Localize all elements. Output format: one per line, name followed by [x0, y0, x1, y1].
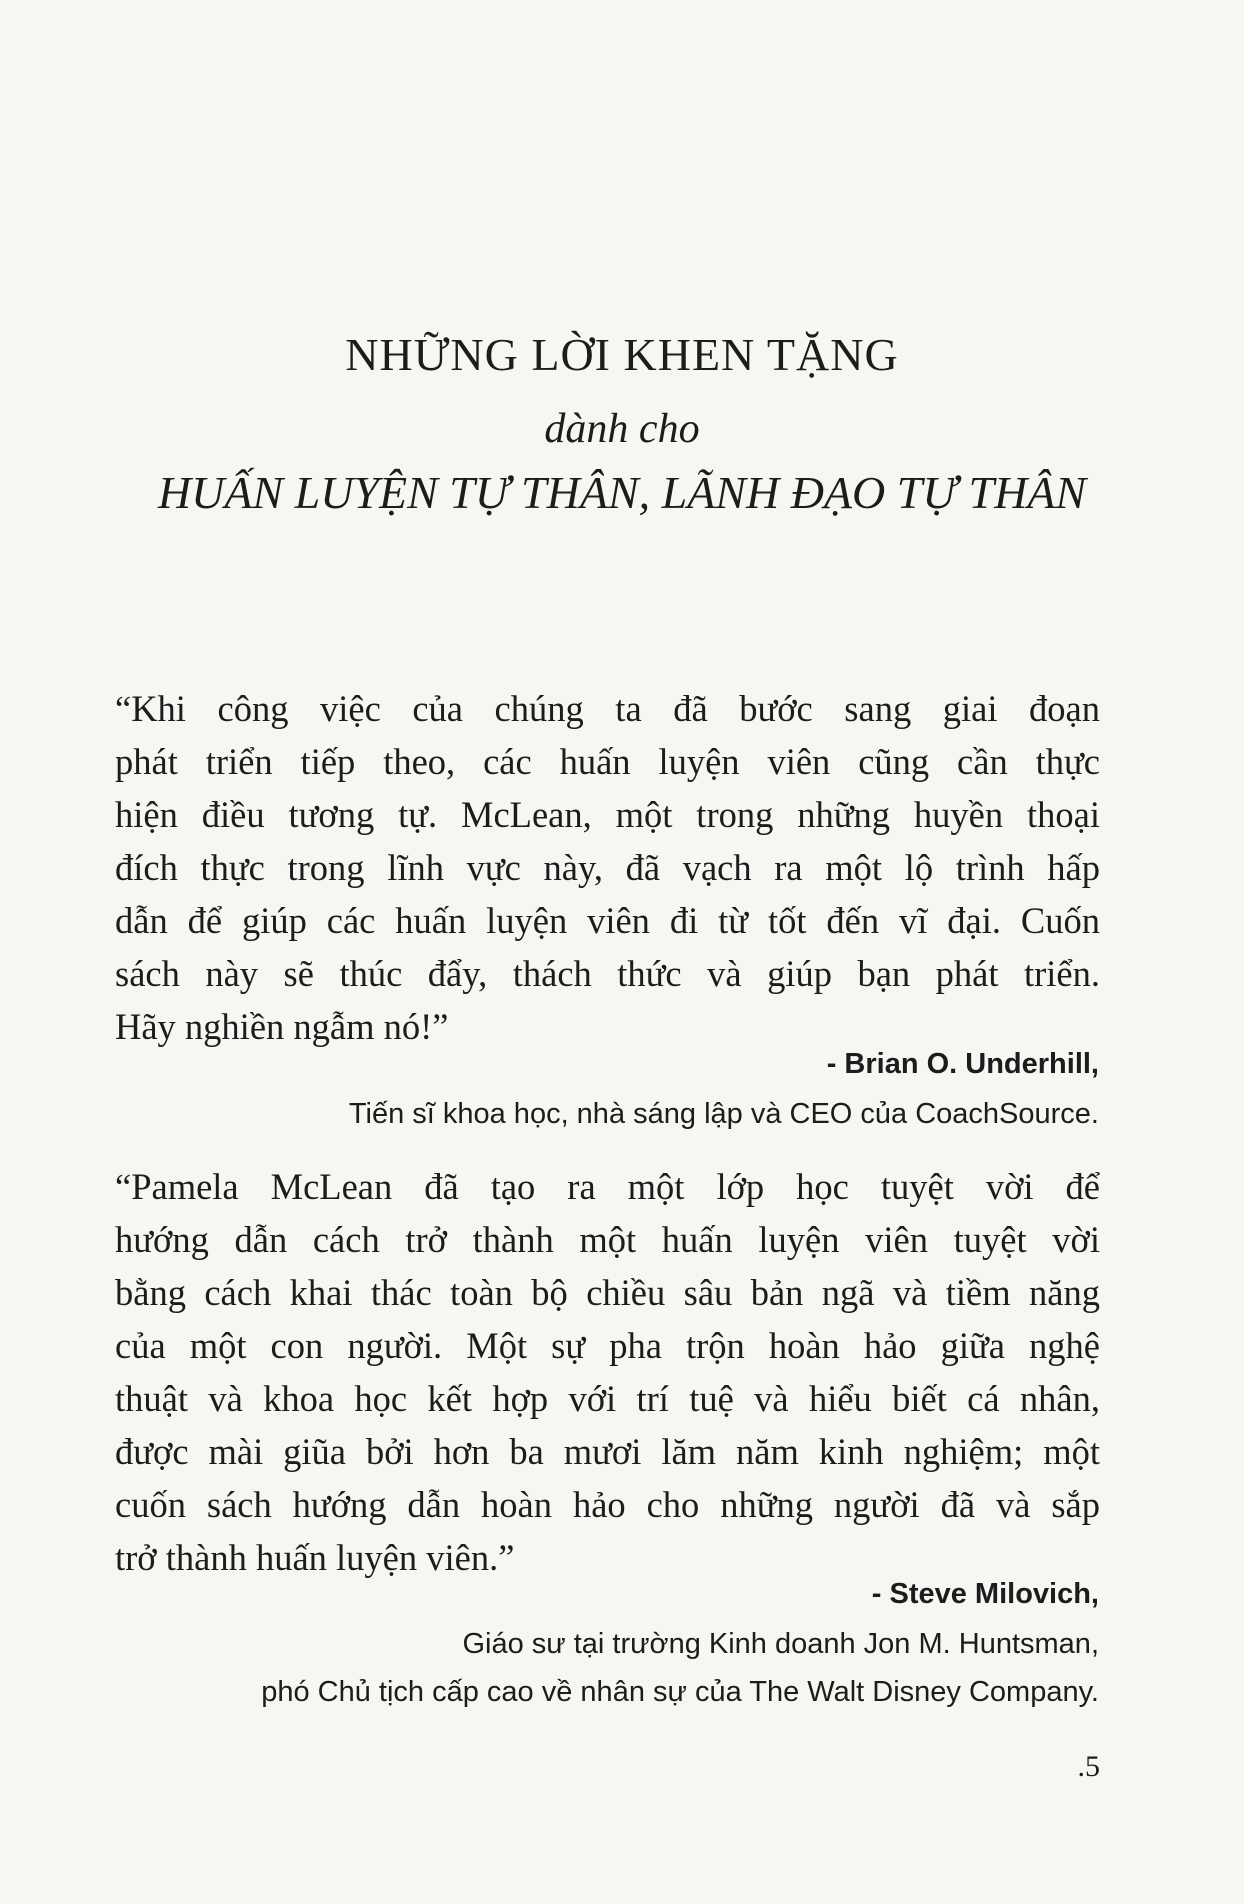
quote-line: trở thành huấn luyện viên.” [115, 1537, 515, 1578]
testimonial-2-credentials [261, 1620, 1099, 1716]
quote-line: đích thực trong lĩnh vực này, đã vạch ra một lộ trình hấp [115, 847, 1100, 888]
quote-line: phát triển tiếp theo, các huấn luyện viên cũng cần thực [115, 741, 1100, 782]
quote-line: của một con người. Một sự pha trộn hoàn hảo giữa nghệ [115, 1325, 1100, 1366]
page-number: .5 [1077, 1750, 1100, 1783]
quote-line: dẫn để giúp các huấn luyện viên đi từ tốt đến vĩ đại. Cuốn [115, 900, 1100, 941]
quote-line: Hãy nghiền ngẫm nó!” [115, 1006, 449, 1047]
testimonial-2-quote [115, 1160, 1100, 1584]
quote-line: sách này sẽ thúc đẩy, thách thức và giúp bạn phát triển. [115, 953, 1100, 994]
quote-line: “Khi công việc của chúng ta đã bước sang giai đoạn [115, 688, 1100, 729]
testimonial-2-author: - Steve Milovich, [871, 1578, 1099, 1610]
quote-line: cuốn sách hướng dẫn hoàn hảo cho những người đã và sắp [115, 1484, 1100, 1525]
quote-line: bằng cách khai thác toàn bộ chiều sâu bản ngã và tiềm năng [115, 1272, 1100, 1313]
page-subtitle: dành cho [544, 406, 700, 452]
credential-line: Tiến sĩ khoa học, nhà sáng lập và CEO của CoachSource. [348, 1098, 1099, 1130]
testimonial-1-author: - Brian O. Underhill, [826, 1048, 1099, 1080]
quote-line: “Pamela McLean đã tạo ra một lớp học tuyệt vời để [115, 1166, 1100, 1207]
quote-line: thuật và khoa học kết hợp với trí tuệ và hiểu biết cá nhân, [115, 1378, 1100, 1419]
quote-line: được mài giũa bởi hơn ba mươi lăm năm kinh nghiệm; một [115, 1431, 1100, 1472]
quote-line: hiện điều tương tự. McLean, một trong những huyền thoại [115, 794, 1100, 835]
testimonial-1-credentials [349, 1090, 1099, 1138]
quote-line: hướng dẫn cách trở thành một huấn luyện viên tuyệt vời [115, 1219, 1100, 1260]
page-title: NHỮNG LỜI KHEN TẶNG [345, 329, 899, 380]
testimonial-1-quote [115, 682, 1100, 1053]
credential-line: Giáo sư tại trường Kinh doanh Jon M. Huntsman, [462, 1628, 1099, 1660]
book-title: HUẤN LUYỆN TỰ THÂN, LÃNH ĐẠO TỰ THÂN [157, 467, 1087, 518]
credential-line: phó Chủ tịch cấp cao về nhân sự của The Walt Disney Company. [261, 1676, 1099, 1708]
